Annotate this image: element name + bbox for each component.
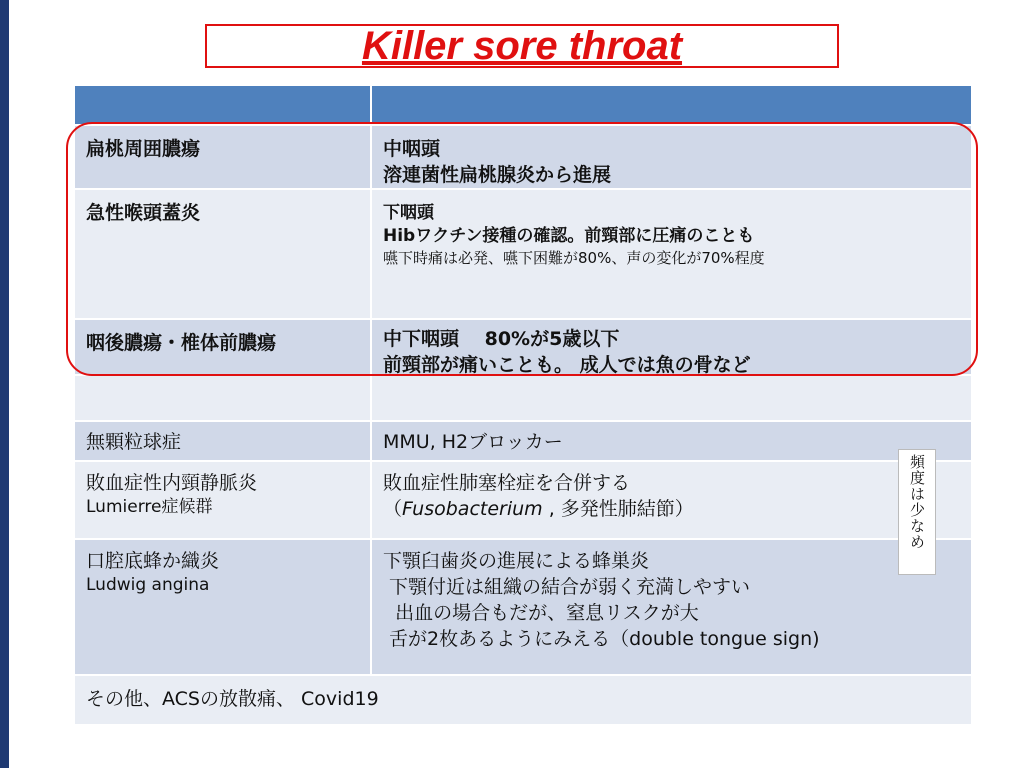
header-divider	[370, 86, 372, 124]
table-row	[75, 676, 971, 724]
row-label-cell	[75, 376, 370, 420]
frequency-note	[898, 449, 936, 575]
frequency-note-text: 頻度は少なめ	[908, 454, 926, 550]
detail-line: 嚥下時痛は必発、嚥下困難が80%、声の変化が70%程度	[383, 249, 765, 267]
row-label-cell	[75, 462, 370, 538]
condition-subname: Ludwig angina	[86, 575, 210, 595]
table-header	[75, 86, 971, 124]
empty-row	[75, 376, 971, 420]
detail-line: 下顎付近は組織の結合が弱く充満しやすい	[383, 576, 751, 598]
row-detail-cell	[372, 376, 971, 420]
detail-line: Hibワクチン接種の確認。前頸部に圧痛のことも	[383, 226, 755, 246]
row-label-cell	[75, 126, 370, 188]
condition-name: 敗血症性内頸静脈炎	[86, 472, 258, 494]
condition-name: 口腔底蜂か織炎	[86, 550, 220, 572]
table-row	[75, 126, 971, 188]
row-detail-cell	[372, 190, 971, 318]
detail-line: 敗血症性肺塞栓症を合併する	[383, 472, 631, 494]
detail-line: 下顎臼歯炎の進展による蜂巣炎	[383, 550, 650, 572]
table-row	[75, 190, 971, 318]
detail-line: 中下咽頭 80%が5歳以下	[383, 328, 620, 350]
detail-line: 中咽頭	[383, 138, 441, 160]
row-detail-cell	[372, 462, 971, 538]
table-row	[75, 540, 971, 674]
row-label-cell	[75, 320, 370, 374]
condition-subname: Lumierre症候群	[86, 497, 213, 517]
row-detail-cell	[372, 320, 971, 374]
paren-rest: , 多発性肺結節）	[542, 498, 694, 520]
detail-line: 溶連菌性扁桃腺炎から進展	[383, 164, 612, 186]
table-row	[75, 462, 971, 538]
detail-line: 下咽頭	[383, 203, 434, 223]
left-edge-bar	[0, 0, 9, 768]
page-title: Killer sore throat	[361, 24, 683, 68]
organism-name: Fusobacterium	[402, 498, 543, 520]
row-full-cell	[75, 676, 971, 724]
row-label-cell	[75, 190, 370, 318]
table-row	[75, 320, 971, 374]
condition-name: 咽後膿瘍・椎体前膿瘍	[86, 332, 277, 354]
condition-name: 扁桃周囲膿瘍	[86, 138, 201, 160]
table-row	[75, 422, 971, 460]
row-detail-cell	[372, 422, 971, 460]
row-detail-cell	[372, 540, 971, 674]
detail-line: 出血の場合もだが、窒息リスクが大	[383, 602, 699, 624]
row-label-cell	[75, 422, 370, 460]
footer-note: その他、ACSの放散痛、 Covid19	[86, 688, 379, 710]
row-label-cell	[75, 540, 370, 674]
detail-line: MMU, H2ブロッカー	[383, 431, 563, 453]
detail-line: 舌が2枚あるようにみえる（double tongue sign)	[383, 628, 820, 650]
title-box	[205, 24, 839, 68]
condition-name: 無顆粒球症	[86, 431, 182, 453]
paren-open: （	[383, 498, 403, 520]
detail-line: 前頸部が痛いことも。 成人では魚の骨など	[383, 354, 751, 376]
detail-line	[383, 496, 971, 522]
condition-name: 急性喉頭蓋炎	[86, 202, 201, 224]
row-detail-cell	[372, 126, 971, 188]
